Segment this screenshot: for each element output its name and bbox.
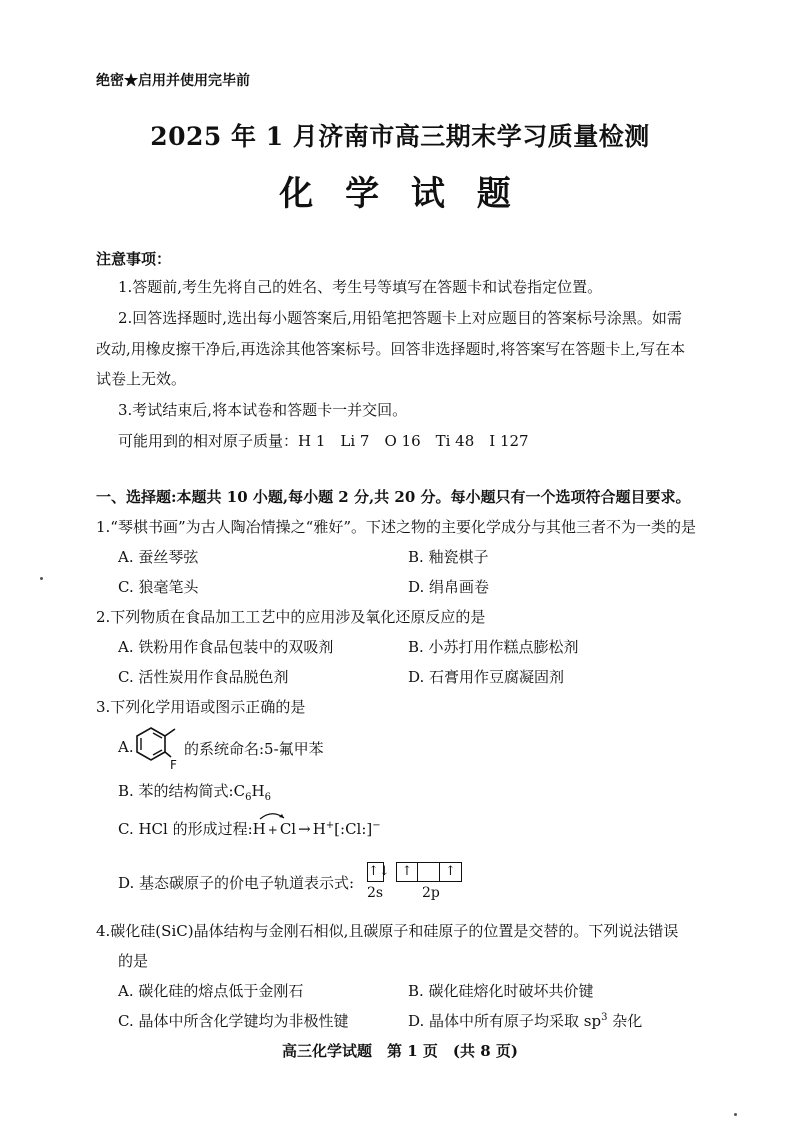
formula-c: C [233,782,246,800]
q3-option-d-text: D. 基态碳原子的价电子轨道表示式: [118,874,355,892]
notice-item-3: 3.考试结束后,将本试卷和答题卡一并交回。 [118,401,408,419]
fluorotoluene-structure [133,722,183,772]
electron-transfer-arc-icon [258,811,288,821]
exam-title: 2025 年 1 月济南市高三期末学习质量检测 [150,122,650,151]
q3-option-a-label: A. [118,738,134,756]
q1-stem: 1.“琴棋书画”为古人陶冶情操之“雅好”。下述之物的主要化学成分与其他三者不为一类的是 [96,518,696,536]
q3-stem: 3.下列化学用语或图示正确的是 [96,698,306,716]
notice-heading: 注意事项： [96,250,172,268]
q1-option-c: C. 狼毫笔头 [118,578,199,596]
scan-speck [734,1113,737,1116]
q2-option-d: D. 石膏用作豆腐凝固剂 [408,668,565,686]
orbital-diagram [363,861,462,901]
notice-item-1: 1.答题前,考生先将自己的姓名、考生号等填写在答题卡和试卷指定位置。 [118,278,603,296]
q3-option-a-text: 的系统命名:5-氟甲苯 [184,740,324,758]
orbital-box-2s: ↑↓ [367,862,384,882]
q3-option-b [118,780,271,803]
q1-option-d: D. 绢帛画卷 [408,578,490,596]
notice-item-2-line-2: 改动,用橡皮擦干净后,再选涂其他答案标号。回答非选择题时,将答案写在答题卡上,写在本 [96,340,686,358]
q1-option-a: A. 蚕丝琴弦 [118,548,199,566]
section-1-heading: 一、选择题:本题共 10 小题,每小题 2 分,共 20 分。每小题只有一个选项符合题目要求。 [96,488,691,506]
orbital-box-2p-3: ↑ [440,862,462,882]
q2-option-b: B. 小苏打用作糕点膨松剂 [408,638,579,656]
orbital-2p [396,862,462,901]
fluorine-atom-label: F [170,758,177,772]
orbital-box-2p-1: ↑ [396,862,418,882]
q4-option-c: C. 晶体中所含化学键均为非极性键 [118,1012,349,1030]
q4-option-a: A. 碳化硅的熔点低于金刚石 [118,982,304,1000]
plus-sign: + [267,823,278,837]
notice-item-2-line-1: 2.回答选择题时,选出每小题答案后,用铅笔把答题卡上对应题目的答案标号涂黑。如需 [118,309,682,327]
q2-stem: 2.下列物质在食品加工工艺中的应用涉及氧化还原反应的是 [96,608,486,626]
subject-title: 化 学 试 题 [279,174,521,214]
q4-stem-line-1: 4.碳化硅(SiC)晶体结构与金刚石相似,且碳原子和硅原子的位置是交替的。下列说法错误 [96,922,679,940]
q2-option-c: C. 活性炭用作食品脱色剂 [118,668,289,686]
q1-option-b: B. 釉瓷棋子 [408,548,489,566]
h-atom: H [252,820,266,838]
q4-option-d-superscript: 3 [601,1012,608,1023]
chloride-ion-charge: − [372,820,381,831]
orbital-2p-label: 2p [422,884,440,901]
q4-option-d [408,1010,642,1031]
h-ion: H [312,820,326,838]
q3-option-b-text: B. 苯的结构简式: [118,782,234,800]
scan-speck [40,577,43,580]
q4-option-d-suffix: 杂化 [607,1012,643,1030]
h-ion-charge: + [325,820,335,831]
cl-atom: Cl [279,820,297,838]
formula-h: H [251,782,265,800]
q4-option-b: B. 碳化硅熔化时破坏共价键 [408,982,594,1000]
atomic-masses: 可能用到的相对原子质量：H 1 Li 7 O 16 Ti 48 I 127 [118,432,529,450]
reaction-arrow: → [298,820,311,838]
formula-h-count: 6 [264,792,271,803]
confidential-label: 绝密★启用并使用完毕前 [96,73,250,89]
page-footer: 高三化学试题 第 1 页 (共 8 页) [282,1042,518,1060]
q3-option-c-text: C. HCl 的形成过程: [118,820,253,838]
orbital-2s-label: 2s [367,884,384,901]
notice-item-2-line-3: 试卷上无效。 [96,370,187,388]
formula-c-count: 6 [245,792,252,803]
q3-option-c [118,818,381,839]
orbital-2s [367,862,390,901]
chloride-ion: [:Cl:] [334,820,373,838]
q4-option-d-prefix: D. 晶体中所有原子均采取 sp [408,1012,602,1030]
q4-stem-line-2: 的是 [118,952,149,970]
q2-option-a: A. 铁粉用作食品包装中的双吸剂 [118,638,334,656]
orbital-box-2p-2 [418,862,440,882]
